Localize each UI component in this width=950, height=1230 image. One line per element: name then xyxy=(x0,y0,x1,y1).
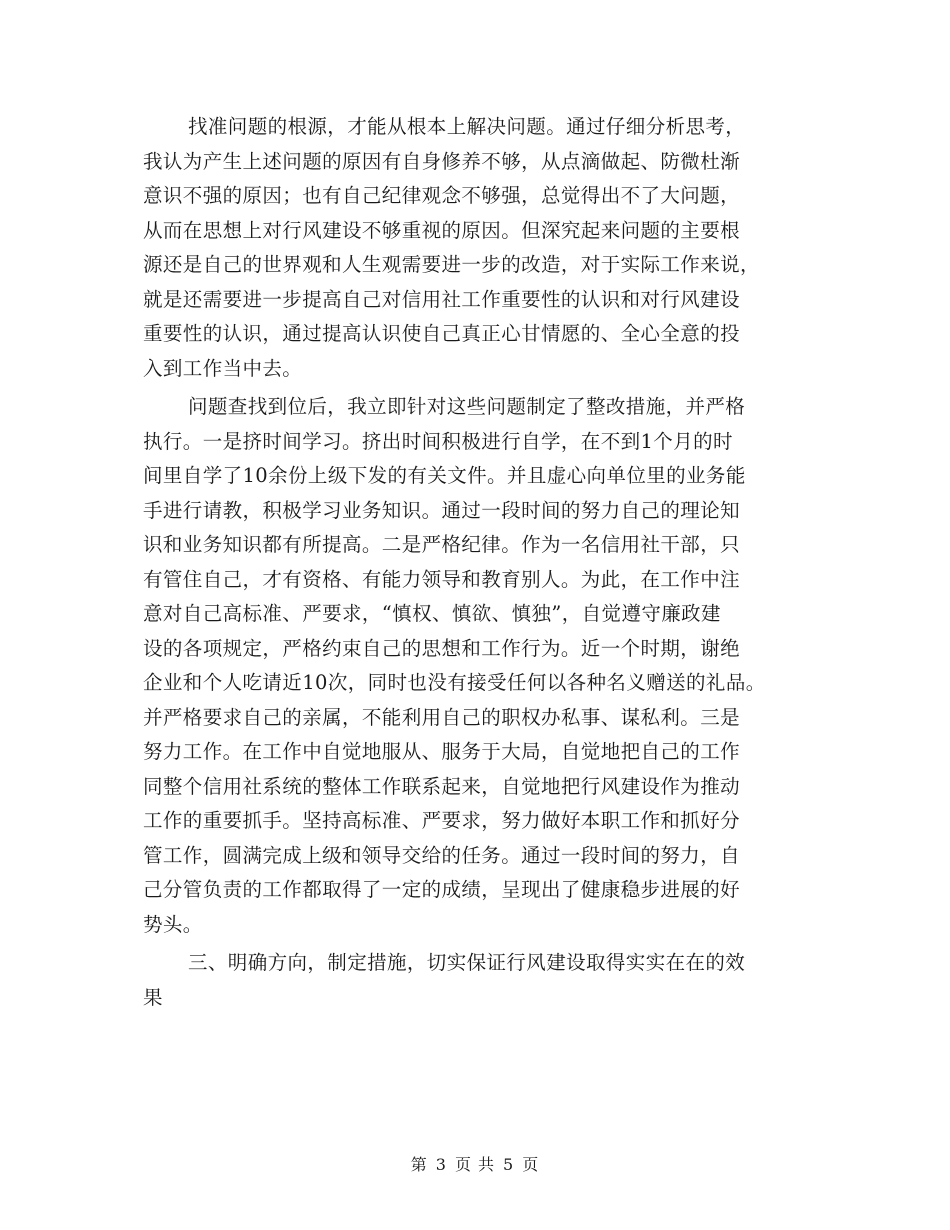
text-line: 势头。 xyxy=(143,912,203,936)
text-line: 识和业务知识都有所提高。二是严格纪律。作为一名信用社干部，只 xyxy=(143,533,741,556)
text-line: 执行。一是挤时间学习。挤出时间积极进行自学，在不到1个月的时 xyxy=(143,429,733,453)
paragraph-root-cause xyxy=(143,110,808,386)
text-line: 设的各项规定，严格约束自己的思想和工作行为。近一个时期，谢绝 xyxy=(143,636,741,660)
text-line: 源还是自己的世界观和人生观需要进一步的改造，对于实际工作来说， xyxy=(143,253,760,276)
text-line: 从而在思想上对行风建设不够重视的原因。但深究起来问题的主要根 xyxy=(143,218,741,242)
text-line: 工作的重要抓手。坚持高标准、严要求，努力做好本职工作和抓好分 xyxy=(143,809,741,832)
section-heading-three xyxy=(143,946,808,1015)
heading-line: 三、明确方向，制定措施，切实保证行风建设取得实实在在的效 xyxy=(188,951,746,974)
page-label-prefix: 第 xyxy=(410,1155,428,1174)
total-page-number: 5 xyxy=(503,1155,515,1174)
paragraph-rectification xyxy=(143,390,808,942)
text-line: 意对自己高标准、严要求，“慎权、慎欲、慎独”，自觉遵守廉政建 xyxy=(143,602,721,625)
text-line: 我认为产生上述问题的原因有自身修养不够，从点滴做起、防微杜渐 xyxy=(143,149,741,173)
text-line: 间里自学了10余份上级下发的有关文件。并且虚心向单位里的业务能 xyxy=(143,464,746,487)
text-line: 管工作，圆满完成上级和领导交给的任务。通过一段时间的努力，自 xyxy=(143,843,741,867)
text-line: 有管住自己，才有资格、有能力领导和教育别人。为此，在工作中注 xyxy=(143,567,741,591)
text-line: 企业和个人吃请近10次，同时也没有接受任何以各种名义赠送的礼品。 xyxy=(143,671,766,694)
page-label-mid: 页 共 xyxy=(454,1155,496,1174)
page-footer xyxy=(0,1152,950,1175)
text-line: 意识不强的原因；也有自己纪律观念不够强，总觉得出不了大问题， xyxy=(143,184,741,207)
page-label-suffix: 页 xyxy=(522,1155,540,1174)
text-line: 重要性的认识，通过提高认识使自己真正心甘情愿的、全心全意的投 xyxy=(143,322,741,345)
text-line: 己分管负责的工作都取得了一定的成绩，呈现出了健康稳步进展的好 xyxy=(143,878,741,901)
text-line: 就是还需要进一步提高自己对信用社工作重要性的认识和对行风建设 xyxy=(143,287,741,311)
text-line: 同整个信用社系统的整体工作联系起来，自觉地把行风建设作为推动 xyxy=(143,774,741,798)
text-line: 问题查找到位后，我立即针对这些问题制定了整改措施，并严格 xyxy=(188,395,746,418)
text-line: 努力工作。在工作中自觉地服从、服务于大局，自觉地把自己的工作 xyxy=(143,740,741,763)
heading-line: 果 xyxy=(143,985,163,1009)
text-line: 手进行请教，积极学习业务知识。通过一段时间的努力自己的理论知 xyxy=(143,498,741,522)
text-line: 入到工作当中去。 xyxy=(143,356,303,380)
text-line: 并严格要求自己的亲属，不能利用自己的职权办私事、谋私利。三是 xyxy=(143,705,741,729)
document-body xyxy=(143,110,808,1015)
current-page-number: 3 xyxy=(435,1155,447,1174)
text-line: 找准问题的根源，才能从根本上解决问题。通过仔细分析思考， xyxy=(188,115,746,138)
